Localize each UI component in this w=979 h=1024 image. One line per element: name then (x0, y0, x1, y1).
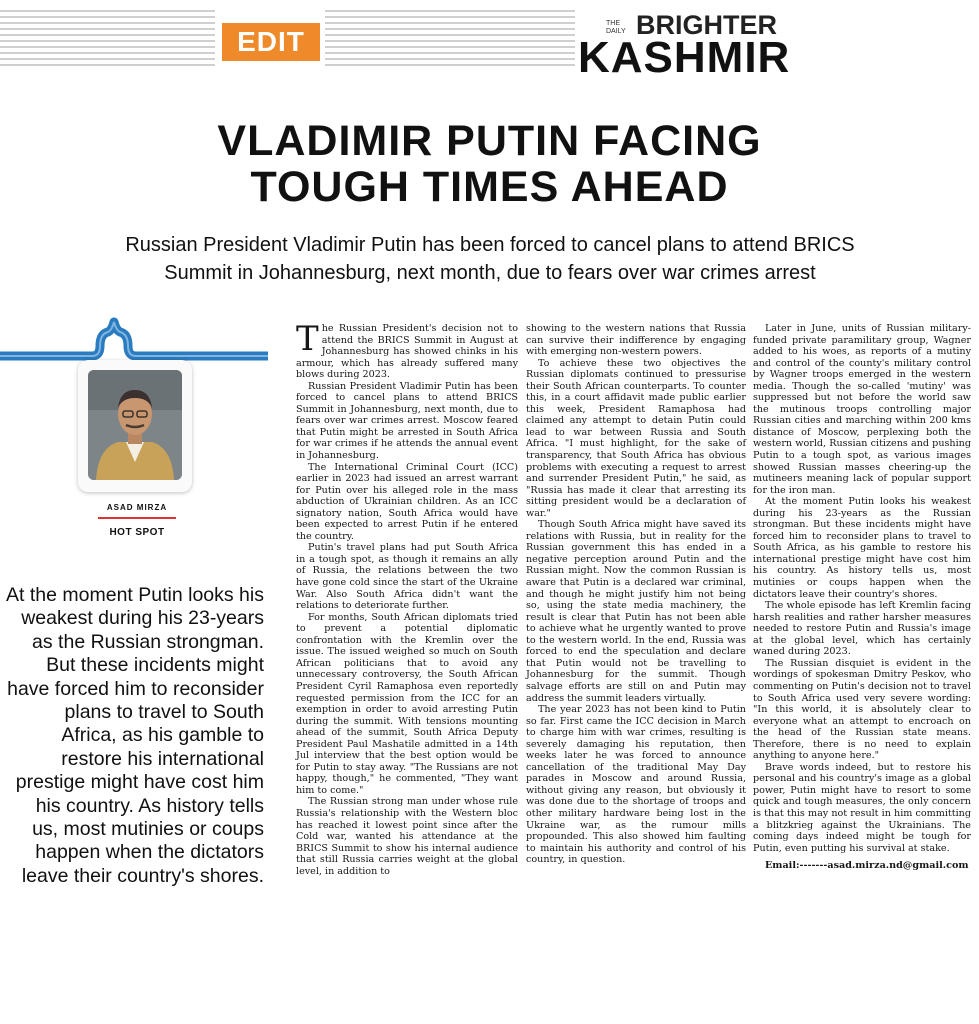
author-photo-card (78, 360, 192, 492)
scroll-banner-icon (0, 316, 268, 362)
paragraph: Brave words indeed, but to restore his personal and his country's image as a global power, Putin might have to resort to some quick and tough measures, the only concern is that this may not result in him committing a blitzkrieg against the Ukrainians. The coming days indeed might be tough for Putin, even putting his survival at stake. (753, 761, 971, 854)
deck-line-1: Russian President Vladimir Putin has been forced to cancel plans to attend BRICS (125, 234, 855, 256)
body-column-2 (526, 323, 746, 866)
author-name: ASAD MIRZA (106, 503, 168, 512)
author-photo (88, 370, 182, 480)
deck-line-2: Summit in Johannesburg, next month, due to fears over war crimes arrest (164, 262, 816, 284)
paragraph: The year 2023 has not been kind to Putin so far. First came the ICC decision in March to charge him with war crimes, resulting is severely damaging his reputation, then weeks later he was forced to announce cancellation of the traditional May Day parades in Moscow and around Russia, without giving any reason, but obviously it was done due to the shortage of troops and other military hardware being lost in the Ukraine war, as the rumour mills propounded. This also showed him faulting to maintain his authority and control of his country, in question. (526, 704, 746, 866)
drop-cap: T (296, 319, 319, 359)
paragraph: The Russian disquiet is evident in the wordings of spokesman Dmitry Peskov, who commenting on Putin's decision not to travel to South Africa used very severe wording: "In this world, it is absolutely clear to everyone what an attempt to encroach on the head of the Russian state means. Therefore, there is no need to explain anything to anyone here." (753, 657, 971, 762)
author-email[interactable]: Email:-------asad.mirza.nd@gmail.com (765, 860, 969, 872)
headline-line-2: TOUGH TIMES AHEAD (250, 163, 729, 211)
paragraph: Russian President Vladimir Putin has been forced to cancel plans to attend BRICS Summit in Johannesburg, next month, due to fears over war crimes arrest. Moscow feared that Putin might be arrested in South Africa for war crimes if he attends the annual event in Johannesburg. (296, 380, 518, 462)
masthead-logo (578, 8, 828, 82)
masthead-top-word: BRIGHTER (636, 10, 777, 40)
author-portrait-illustration (88, 370, 182, 480)
paragraph (296, 319, 518, 381)
masthead-small-text: THE DAILY (606, 20, 626, 35)
paragraph: For months, South African diplomats tried to prevent a potential diplomatic confrontation with the Kremlin over the issue. The issued weighed so much on South African politicians that to avoid any unnecessary controversy, the South African President Cyril Ramaphosa even reportedly requested permission from the ICC for an exemption in order to avoid arresting Putin during the summit. With tensions mounting ahead of the summit, South Africa Deputy President Paul Mashatile admitted in a 14th Jul interview that the best option would be for Putin to stay away. "The Russians are not happy, though," he commented, "They want him to come." (296, 611, 518, 796)
body-column-3 (753, 323, 971, 872)
paragraph: The Russian strong man under whose rule Russia's relationship with the Western bloc has reached it lowest point since after the Cold war, wanted his attendance at the BRICS Summit to show his internal audience that still Russia carries weight at the global level, in addition to (296, 796, 518, 877)
paragraph: At the moment Putin looks his weakest during his 23-years as the Russian strongman. But these incidents might have forced him to reconsider plans to travel to South Africa, as his gamble to restore his international prestige might have cost him his country. As history tells us, most mutinies or coups happen when the dictators leave their country's shores. (753, 496, 971, 600)
paragraph: The whole episode has left Kremlin facing harsh realities and rather harsher measures needed to restore Putin and Russia's image at the global level, which has certainly waned during 2023. (753, 600, 971, 658)
paragraph: To achieve these two objectives the Russian diplomats continued to pressurise their South African counterparts. To counter this, in a court affidavit made public earlier this week, President Ramaphosa had claimed any attempt to detain Putin could lead to war between Russia and South Africa. "I must highlight, for the sake of transparency, that South Africa has obvious problems with executing a request to arrest and surrender President Putin," he said, as "Russia has made it clear that arresting its sitting president would be a declaration of war." (526, 357, 746, 519)
article-headline (0, 118, 979, 210)
header-hatch-left (0, 8, 215, 66)
column-name: HOT SPOT (109, 527, 165, 538)
author-divider (98, 517, 176, 519)
article-deck (30, 231, 950, 287)
paragraph: Later in June, units of Russian military-funded private paramilitary group, Wagner added to his woes, as reports of a mutiny and control of the county's military control by Wagner troops emerged in the western media. Though the so-called 'mutiny' was suppressed but not before the world saw the mutinous troops controlling major Russian cities and marching within 200 kms distance of Moscow, perplexing both the western world, Russian citizens and pushing Putin to a tough spot, as various images showed Russian masses cheering-up the mutineers meaning lack of popular support for the iron man. (753, 323, 971, 496)
masthead-bottom-word: KASHMIR (578, 33, 791, 82)
paragraph: Putin's travel plans had put South Africa in a tough spot, as though it remains an ally of Russia, the relations between the two have gone cold since the start of the Ukraine War. Also South Africa didn't want the relations to deteriorate further. (296, 542, 518, 612)
headline-line-1: VLADIMIR PUTIN FACING (217, 117, 762, 165)
paragraph: showing to the western nations that Russia can survive their indifference by engaging with emerging non-western powers. (526, 323, 746, 358)
pull-quote: At the moment Putin looks his weakest during his 23-years as the Russian strongman. But these incidents might have forced him to reconsider plans to travel to South Africa, as his gamble to restore his international prestige might have cost him his country. As history tells us, most mutinies or coups happen when the dictators leave their country's shores. (6, 584, 264, 887)
header-hatch-right (325, 8, 575, 66)
paragraph: The International Criminal Court (ICC) earlier in 2023 had issued an arrest warrant for Putin over his alleged role in the mass abduction of Ukrainian children. As an ICC signatory nation, South Africa would have been expected to arrest Putin if he entered the country. (296, 461, 518, 542)
paragraph-text: he Russian President's decision not to attend the BRICS Summit in August at Johannesburg has showed chinks in his armour, which has already suffered many blows during 2023. (296, 323, 518, 381)
section-tag: EDIT (222, 23, 320, 61)
body-column-1 (296, 319, 518, 877)
paragraph: Though South Africa might have saved its relations with Russia, but in reality for the Russian government this has ended in a negative perception around Putin and the Russian might. Now the common Russian is aware that Putin is a declared war criminal, and though he might justify him not being so, using the state media machinery, the result is clear that Putin has not been able to achieve what he urgently wanted to prove to the western world. In the end, Russia was forced to end the speculation and declare that Putin would not be travelling to Johannesburg for the summit. Though salvage efforts are still on and Putin may address the summit leaders virtually. (526, 519, 746, 704)
